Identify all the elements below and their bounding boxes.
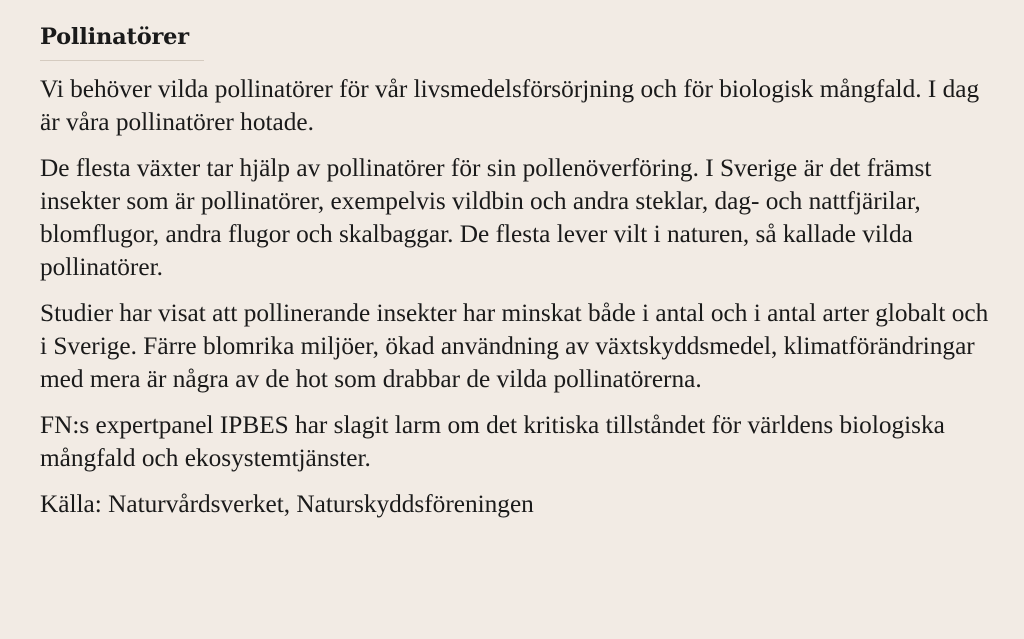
source-credit: Källa: Naturvårdsverket, Naturskyddsföreningen: [40, 490, 534, 518]
paragraph-studies: Studier har visat att pollinerande insekter har minskat både i antal och i antal arter globalt och i Sverige. Färre blomrika miljöer, ökad användning av växtskyddsmedel, klimatförändringar med mera är några av de hot som drabbar de vilda pollinatörerna.: [40, 299, 989, 393]
fact-box: [40, 22, 990, 521]
fact-box-body: [40, 73, 990, 521]
paragraph-ipbes: FN:s expertpanel IPBES har slagit larm om det kritiska tillståndet för världens biologiska mångfald och ekosystemtjänster.: [40, 411, 945, 472]
fact-box-title: Pollinatörer: [40, 24, 189, 50]
paragraph-intro: Vi behöver vilda pollinatörer för vår livsmedelsförsörjning och för biologisk mångfald. I dag är våra pollinatörer hotade.: [40, 75, 980, 136]
paragraph-plants: De flesta växter tar hjälp av pollinatörer för sin pollenöverföring. I Sverige är det främst insekter som är pollinatörer, exempelvis vildbin och andra steklar, dag- och nattfjärilar, blomflugor, andra flugor och skalbaggar. De flesta lever vilt i naturen, så kallade vilda pollinatörer.: [40, 154, 932, 281]
title-divider: [40, 60, 204, 61]
